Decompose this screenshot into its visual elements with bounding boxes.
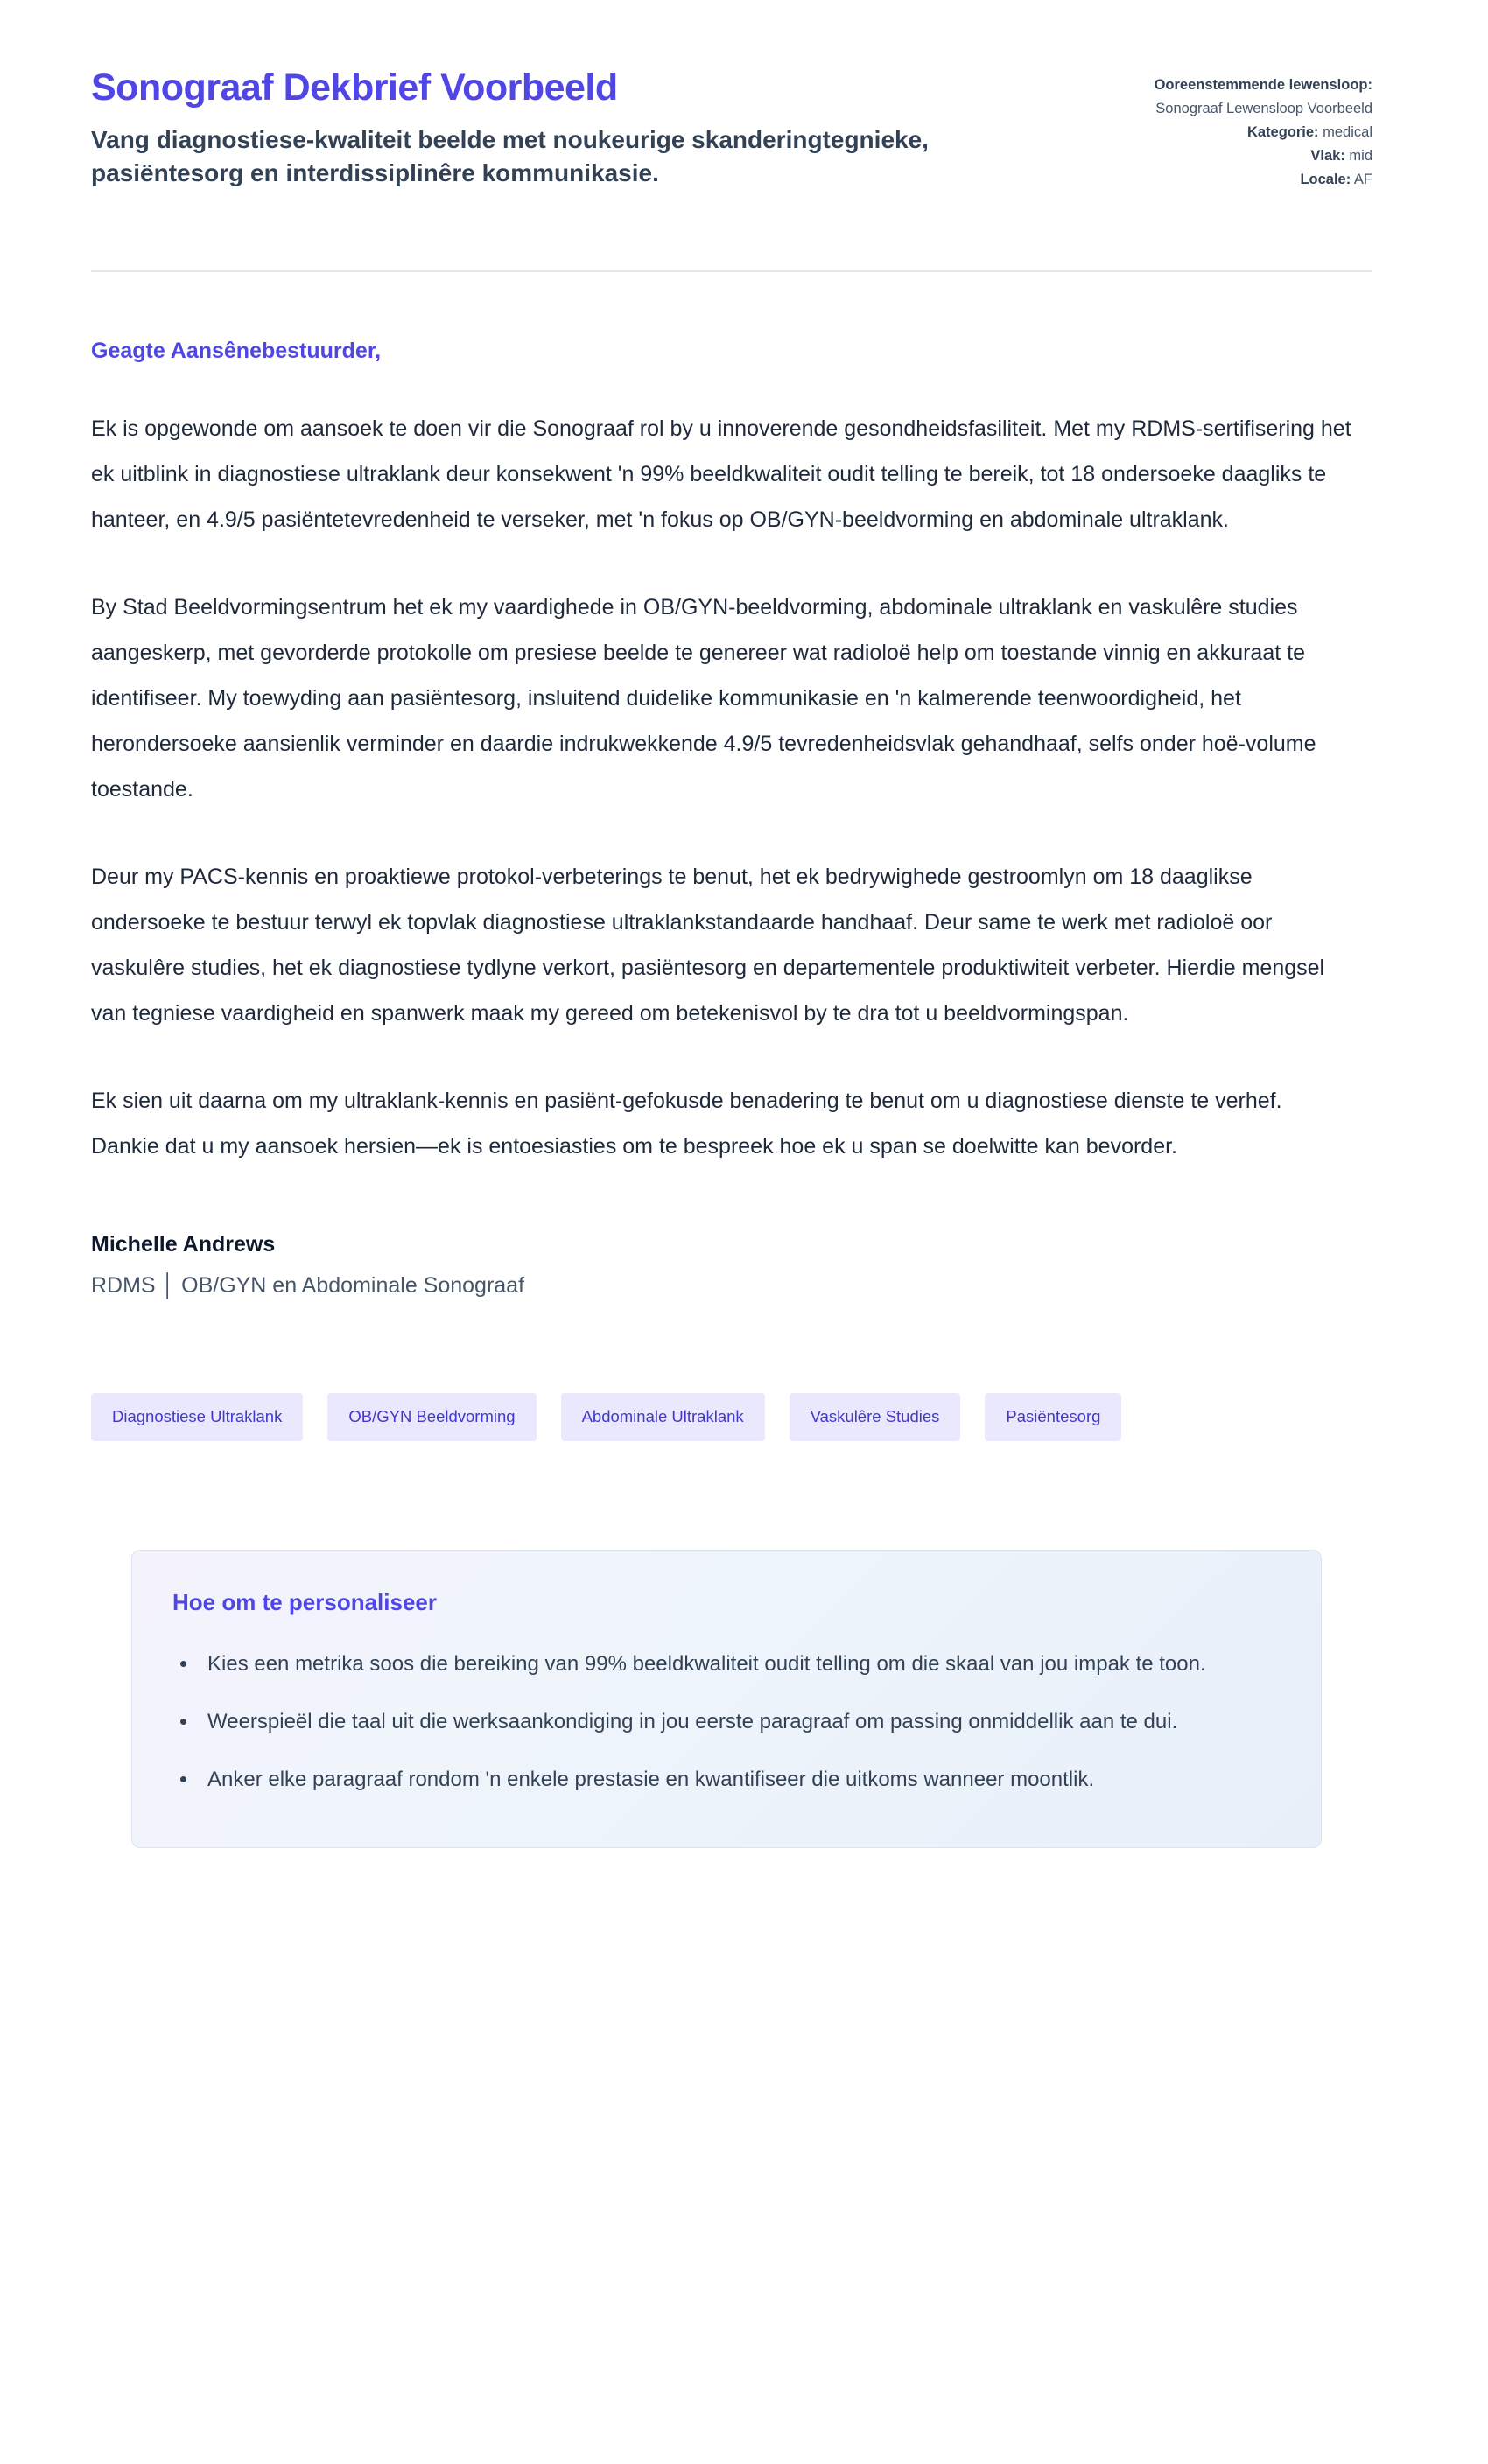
signature-title: RDMS │ OB/GYN en Abdominale Sonograaf — [91, 1273, 525, 1298]
meta-level-value: mid — [1349, 148, 1372, 164]
meta-matching-resume-label: Ooreenstemmende lewensloop: — [1154, 77, 1372, 93]
skill-tag-abdominale-ultraklank[interactable]: Abdominale Ultraklank — [561, 1393, 765, 1441]
letter-paragraph-4: Ek sien uit daarna om my ultraklank-kennis en pasiënt-gefokusde benadering te benut om u diagnostiese dienste te verhef. Dankie dat u my aansoek hersien—ek is entoesiasties om te bespreek hoe ek u span se doelwitte kan bevorder. — [91, 1088, 1282, 1159]
skill-tag-list — [91, 1393, 1185, 1441]
meta-matching-resume-value: Sonograaf Lewensloop Voorbeeld — [1155, 101, 1372, 117]
cover-letter-body — [91, 339, 1372, 1298]
letter-greeting: Geagte Aansênebestuurder, — [91, 339, 382, 364]
personalization-tips-box — [131, 1550, 1322, 1848]
tips-list — [172, 1642, 1275, 1802]
page-subtitle: Vang diagnostiese-kwaliteit beelde met noukeurige skanderingtegnieke, pasiëntesorg en interdissiplinêre kommunikasie. — [91, 126, 929, 186]
letter-paragraph-1: Ek is opgewonde om aansoek te doen vir die Sonograaf rol by u innoverende gesondheidsfasiliteit. Met my RDMS-sertifisering het ek uitblink in diagnostiese ultraklank deur konsekwent 'n 99% beeldkwaliteit oudit telling te bereik, tot 18 ondersoeke daagliks te hanteer, en 4.9/5 pasiëntetevredenheid te verseker, met 'n fokus op OB/GYN-beeldvorming en abdominale ultraklank. — [91, 416, 1351, 533]
header-divider — [91, 270, 1372, 272]
meta-category-value: medical — [1323, 124, 1372, 141]
skill-tag-obgyn-beeldvorming[interactable]: OB/GYN Beeldvorming — [327, 1393, 536, 1441]
meta-level — [1108, 144, 1372, 168]
meta-locale — [1108, 168, 1372, 192]
letter-paragraph-3: Deur my PACS-kennis en proaktiewe protokol-verbeterings te benut, het ek bedrywighede gestroomlyn om 18 daaglikse ondersoeke te bestuur terwyl ek topvlak diagnostiese ultraklankstandaarde handhaaf. Deur same te werk met radioloë oor vaskulêre studies, het ek diagnostiese tydlyne verkort, pasiëntesorg en departementele produktiwiteit verbeter. Hierdie mengsel van tegniese vaardigheid en spanwerk maak my gereed om betekenisvol by te dra tot u beeldvormingspan. — [91, 864, 1325, 1026]
meta-panel — [1108, 66, 1372, 192]
meta-category — [1108, 121, 1372, 144]
letter-paragraph-2: By Stad Beeldvormingsentrum het ek my vaardighede in OB/GYN-beeldvorming, abdominale ultraklank en vaskulêre studies aangeskerp, met gevorderde protokolle om presiese beelde te genereer wat radioloë help om toestande vinnig en akkuraat te identifiseer. My toewyding aan pasiëntesorg, insluitend duidelike kommunikasie en 'n kalmerende teenwoordigheid, het herondersoeke aansienlik verminder en daardie indrukwekkende 4.9/5 tevredenheidsvlak gehandhaaf, selfs onder hoë-volume toestande. — [91, 595, 1316, 802]
skill-tag-diagnostiese-ultraklank[interactable]: Diagnostiese Ultraklank — [91, 1393, 303, 1441]
header-title-block — [91, 66, 936, 189]
tip-item-1: • Kies een metrika soos die bereiking van 99% beeldkwaliteit oudit telling om die skaal van jou impak te toon. — [199, 1642, 1258, 1686]
meta-locale-label: Locale: — [1300, 172, 1351, 188]
tip-item-3: • Anker elke paragraaf rondom 'n enkele prestasie en kwantifiseer die uitkoms wanneer moontlik. — [199, 1758, 1258, 1802]
meta-matching-resume — [1108, 74, 1372, 121]
page-title: Sonograaf Dekbrief Voorbeeld — [91, 66, 618, 108]
meta-category-label: Kategorie: — [1246, 124, 1319, 141]
skill-tag-vaskulere-studies[interactable]: Vaskulêre Studies — [790, 1393, 961, 1441]
content-container — [91, 0, 1372, 1848]
meta-level-label: Vlak: — [1310, 148, 1345, 164]
skill-tag-pasientesorg[interactable]: Pasiëntesorg — [985, 1393, 1121, 1441]
tip-item-2: • Weerspieël die taal uit die werksaankondiging in jou eerste paragraaf om passing onmiddellik aan te dui. — [199, 1700, 1258, 1744]
header — [91, 66, 1372, 192]
signature-name: Michelle Andrews — [91, 1232, 276, 1257]
meta-locale-value: AF — [1353, 172, 1372, 188]
tips-title: Hoe om te personaliseer — [172, 1588, 437, 1615]
